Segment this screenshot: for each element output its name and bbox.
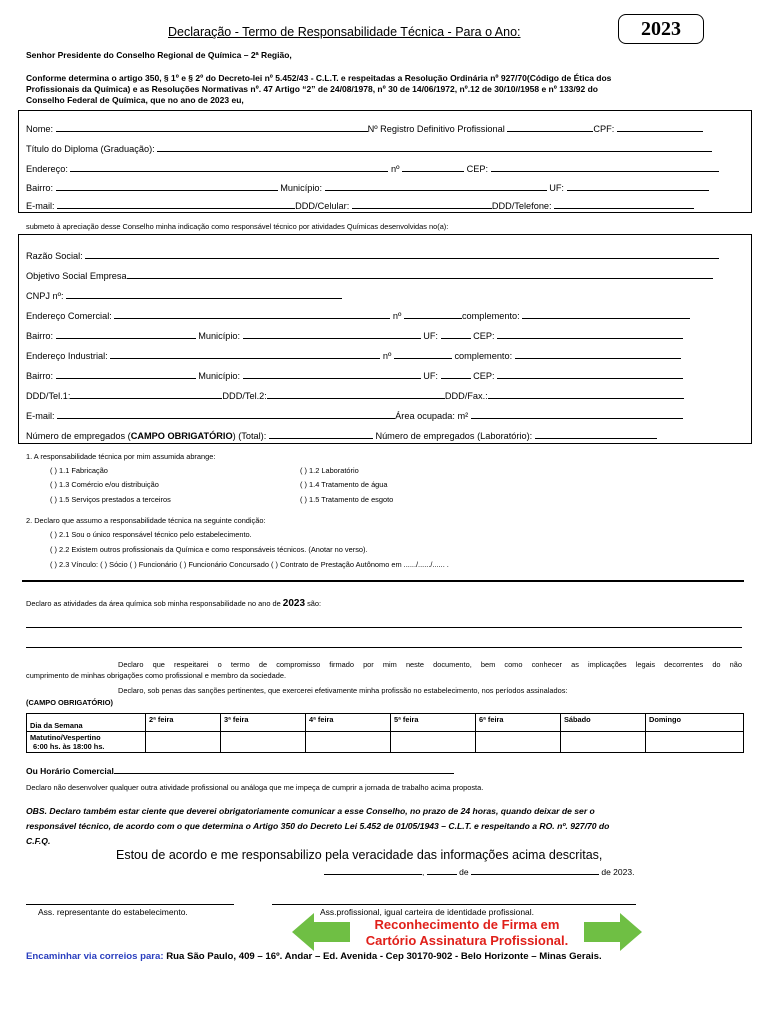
municipio-comercial-label: Município: <box>198 331 241 341</box>
area-label: Área ocupada: m² <box>395 411 469 421</box>
intro-line-1: Conforme determina o artigo 350, § 1º e § 2º do Decreto-lei nº 5.452/43 - C.L.T. e respeitadas a Resolução Ordinária nº 927/70(Código de Ética dos <box>26 73 612 83</box>
date-day-input[interactable] <box>427 865 457 875</box>
end-comercial-no-label: nº <box>392 311 402 321</box>
schedule-cell-domingo[interactable] <box>646 732 744 753</box>
fax-label: DDD/Fax.: <box>444 391 488 401</box>
celular-input[interactable] <box>352 199 492 209</box>
schedule-header-dia: Dia da Semana <box>27 714 146 732</box>
schedule-cell-quarta[interactable] <box>306 732 391 753</box>
end-industrial-complemento-input[interactable] <box>515 349 681 359</box>
horario-comercial-row <box>26 764 454 776</box>
schedule-header-domingo: Domingo <box>646 714 744 732</box>
cep-industrial-label: CEP: <box>473 371 495 381</box>
uf-comercial-input[interactable] <box>441 329 471 339</box>
mailing-address: Encaminhar via correios para: Rua São Paulo, 409 – 16º. Andar – Ed. Avenida - Cep 30170-902 - Belo Horizonte – Minas Gerais. <box>26 951 602 962</box>
endereco-row <box>26 162 719 174</box>
razao-input[interactable] <box>85 249 719 259</box>
declaration-p2: Declaro, sob penas das sanções pertinentes, que exercerei efetivamente minha profissão no estabelecimento, nos períodos assinalados: <box>118 686 568 695</box>
tel-row <box>26 389 684 401</box>
objetivo-input[interactable] <box>127 269 713 279</box>
end-industrial-no-input[interactable] <box>394 349 452 359</box>
objetivo-row <box>26 269 713 281</box>
municipio-industrial-label: Município: <box>198 371 241 381</box>
nome-input[interactable] <box>56 122 368 132</box>
horario-comercial-label: Ou Horário Comercial <box>26 766 114 776</box>
checkbox-tratamento-agua[interactable]: ( ) 1.4 Tratamento de água <box>300 480 388 489</box>
uf-industrial-label: UF: <box>423 371 438 381</box>
cep-industrial-input[interactable] <box>497 369 683 379</box>
end-comercial-complemento-input[interactable] <box>522 309 690 319</box>
cnpj-input[interactable] <box>66 289 342 299</box>
cep-comercial-input[interactable] <box>497 329 683 339</box>
signature-line-professional[interactable] <box>272 904 636 905</box>
section1-title: 1. A responsabilidade técnica por mim assumida abrange: <box>26 452 216 461</box>
end-industrial-complemento-label: complemento: <box>454 351 513 361</box>
declaration-p1: Declaro que respeitarei o termo de compromisso firmado por mim neste documento, bem como conhecer as implicações legais decorrentes do não cumprimento de minhas obrigações como profissional e membro da sociedade. <box>26 660 742 680</box>
tel2-label: DDD/Tel.2: <box>222 391 267 401</box>
schedule-cell-sabado[interactable] <box>561 732 646 753</box>
checkbox-vinculo[interactable]: ( ) 2.3 Vínculo: ( ) Sócio ( ) Funcionário ( ) Funcionário Concursado ( ) Contrato de Prestação Autônomo em ....../....../...... . <box>50 560 449 569</box>
uf-comercial-label: UF: <box>423 331 438 341</box>
checkbox-servicos[interactable]: ( ) 1.5 Serviços prestados a terceiros <box>50 495 171 504</box>
celular-label: DDD/Celular: <box>295 201 350 211</box>
endereco-no-input[interactable] <box>402 162 464 172</box>
schedule-table <box>26 713 744 753</box>
salutation: Senhor Presidente do Conselho Regional de Química – 2ª Região, <box>26 50 292 60</box>
cnpj-row <box>26 289 342 301</box>
empregados-lab-input[interactable] <box>535 429 657 439</box>
no-other-activity: Declaro não desenvolver qualquer outra atividade profissional ou análoga que me impeça de cumprir a jornada de trabalho acima proposta. <box>26 783 484 792</box>
checkbox-fabricacao[interactable]: ( ) 1.1 Fabricação <box>50 466 108 475</box>
cep-comercial-label: CEP: <box>473 331 495 341</box>
schedule-header-sexta: 6ª feira <box>476 714 561 732</box>
date-month-input[interactable] <box>471 865 599 875</box>
titulo-row <box>26 142 712 154</box>
empregados-row <box>26 429 657 441</box>
tel2-input[interactable] <box>267 389 445 399</box>
bairro-industrial-label: Bairro: <box>26 371 54 381</box>
schedule-row-label: Matutino/Vespertino 6:00 hs. às 18:00 hs. <box>27 732 146 753</box>
bairro-comercial-row <box>26 329 683 341</box>
endereco-label: Endereço: <box>26 164 68 174</box>
municipio-comercial-input[interactable] <box>243 329 421 339</box>
end-industrial-row <box>26 349 681 361</box>
uf-industrial-input[interactable] <box>441 369 471 379</box>
end-comercial-complemento-label: complemento: <box>461 311 520 321</box>
schedule-cell-quinta[interactable] <box>391 732 476 753</box>
municipio-label: Município: <box>280 183 323 193</box>
checkbox-laboratorio[interactable]: ( ) 1.2 Laboratório <box>300 466 359 475</box>
date-row: , de de 2023. <box>324 865 634 877</box>
nome-row <box>26 122 703 134</box>
endereco-input[interactable] <box>70 162 388 172</box>
bairro-row <box>26 181 709 193</box>
bairro-industrial-input[interactable] <box>56 369 196 379</box>
empregados-total-input[interactable] <box>269 429 373 439</box>
email-company-input[interactable] <box>57 409 395 419</box>
telefone-label: DDD/Telefone: <box>491 201 552 211</box>
cpf-label: CPF: <box>593 124 615 134</box>
email-label: E-mail: <box>26 201 55 211</box>
schedule-header-quinta: 5ª feira <box>391 714 476 732</box>
schedule-header-quarta: 4ª feira <box>306 714 391 732</box>
end-comercial-no-input[interactable] <box>404 309 462 319</box>
end-comercial-row <box>26 309 690 321</box>
bairro-label: Bairro: <box>26 183 54 193</box>
telefone-input[interactable] <box>554 199 694 209</box>
cnpj-label: CNPJ nº: <box>26 291 64 301</box>
end-industrial-input[interactable] <box>110 349 380 359</box>
page-title: Declaração - Termo de Responsabilidade Técnica - Para o Ano: <box>168 25 521 39</box>
agreement-text: Estou de acordo e me responsabilizo pela veracidade das informações acima descritas, <box>116 848 603 862</box>
razao-row <box>26 249 719 261</box>
email-input[interactable] <box>57 199 295 209</box>
titulo-label: Título do Diploma (Graduação): <box>26 144 155 154</box>
schedule-header-sabado: Sábado <box>561 714 646 732</box>
schedule-cell-segunda[interactable] <box>146 732 221 753</box>
end-industrial-no-label: nº <box>382 351 392 361</box>
notarization-highlight: Reconhecimento de Firma em Cartório Assinatura Profissional. <box>365 917 569 948</box>
bairro-input[interactable] <box>56 181 278 191</box>
activities-label: Declaro as atividades da área química sob minha responsabilidade no ano de 2023 são: <box>26 598 322 609</box>
intro-line-2: Profissionais da Química) e as Resoluções Normativas nº. 47 Artigo “2” de 24/08/1978, nº 30 de 14/06/1972, nº.12 de 30/10//1958 e nº 133/92 do <box>26 84 598 94</box>
checkbox-tratamento-esgoto[interactable]: ( ) 1.5 Tratamento de esgoto <box>300 495 394 504</box>
checkbox-outros-profissionais[interactable]: ( ) 2.2 Existem outros profissionais da Química e como responsáveis técnicos. (Anotar no verso). <box>50 545 368 554</box>
cpf-input[interactable] <box>617 122 703 132</box>
schedule-cell-sexta[interactable] <box>476 732 561 753</box>
end-industrial-label: Endereço Industrial: <box>26 351 108 361</box>
registro-label: Nº Registro Definitivo Profissional <box>367 124 505 134</box>
signature-label-establishment: Ass. representante do estabelecimento. <box>38 907 188 917</box>
submit-text: submeto à apreciação desse Conselho minha indicação como responsável técnico por atividades Químicas desenvolvidas no(a): <box>26 222 449 231</box>
schedule-header-terca: 3ª feira <box>221 714 306 732</box>
razao-label: Razão Social: <box>26 251 83 261</box>
fax-input[interactable] <box>488 389 684 399</box>
obs-text: OBS. Declaro também estar ciente que deverei obrigatoriamente comunicar a esse Conselho, no prazo de 24 horas, quando deixar de ser o responsável técnico, de acordo com o que determina o Artigo 350 do Decreto Lei 5.452 de 01/05/1943 – C.L.T. e respeitando a RO. nº. 927/70 do C.F.Q. <box>26 806 610 846</box>
activities-line-2[interactable] <box>26 647 742 648</box>
bairro-industrial-row <box>26 369 683 381</box>
nome-label: Nome: <box>26 124 54 134</box>
objetivo-label: Objetivo Social Empresa <box>26 271 127 281</box>
schedule-cell-terca[interactable] <box>221 732 306 753</box>
area-input[interactable] <box>471 409 683 419</box>
endereco-cep-label: CEP: <box>466 164 489 174</box>
date-city-input[interactable] <box>324 865 422 875</box>
titulo-input[interactable] <box>157 142 712 152</box>
end-comercial-label: Endereço Comercial: <box>26 311 112 321</box>
endereco-no-label: nº <box>391 164 400 174</box>
signature-line-establishment[interactable] <box>26 904 234 905</box>
municipio-industrial-input[interactable] <box>243 369 421 379</box>
end-comercial-input[interactable] <box>114 309 390 319</box>
empregados-label: Número de empregados (CAMPO OBRIGATÓRIO) (Total): <box>26 431 267 441</box>
uf-input[interactable] <box>567 181 709 191</box>
horario-comercial-input[interactable] <box>114 764 454 774</box>
section-divider <box>22 580 744 582</box>
email-company-row <box>26 409 683 421</box>
campo-obrigatorio: (CAMPO OBRIGATÓRIO) <box>26 698 113 707</box>
tel1-input[interactable] <box>70 389 222 399</box>
schedule-header-segunda: 2ª feira <box>146 714 221 732</box>
email-company-label: E-mail: <box>26 411 55 421</box>
bairro-comercial-input[interactable] <box>56 329 196 339</box>
municipio-input[interactable] <box>325 181 547 191</box>
tel1-label: DDD/Tel.1: <box>26 391 71 401</box>
email-row <box>26 199 694 211</box>
bairro-comercial-label: Bairro: <box>26 331 54 341</box>
intro-line-3: Conselho Federal de Química, que no ano de 2023 eu, <box>26 95 244 105</box>
year-box: 2023 <box>618 14 704 44</box>
endereco-cep-input[interactable] <box>491 162 719 172</box>
checkbox-comercio[interactable]: ( ) 1.3 Comércio e/ou distribuição <box>50 480 159 489</box>
empregados-lab-label: Número de empregados (Laboratório): <box>375 431 533 441</box>
section2-title: 2. Declaro que assumo a responsabilidade técnica na seguinte condição: <box>26 516 266 525</box>
signature-label-professional: Ass.profissional, igual carteira de identidade profissional. <box>320 907 535 917</box>
uf-label: UF: <box>549 183 564 193</box>
activities-line-1[interactable] <box>26 627 742 628</box>
registro-input[interactable] <box>507 122 593 132</box>
checkbox-unico-responsavel[interactable]: ( ) 2.1 Sou o único responsável técnico pelo estabelecimento. <box>50 530 252 539</box>
